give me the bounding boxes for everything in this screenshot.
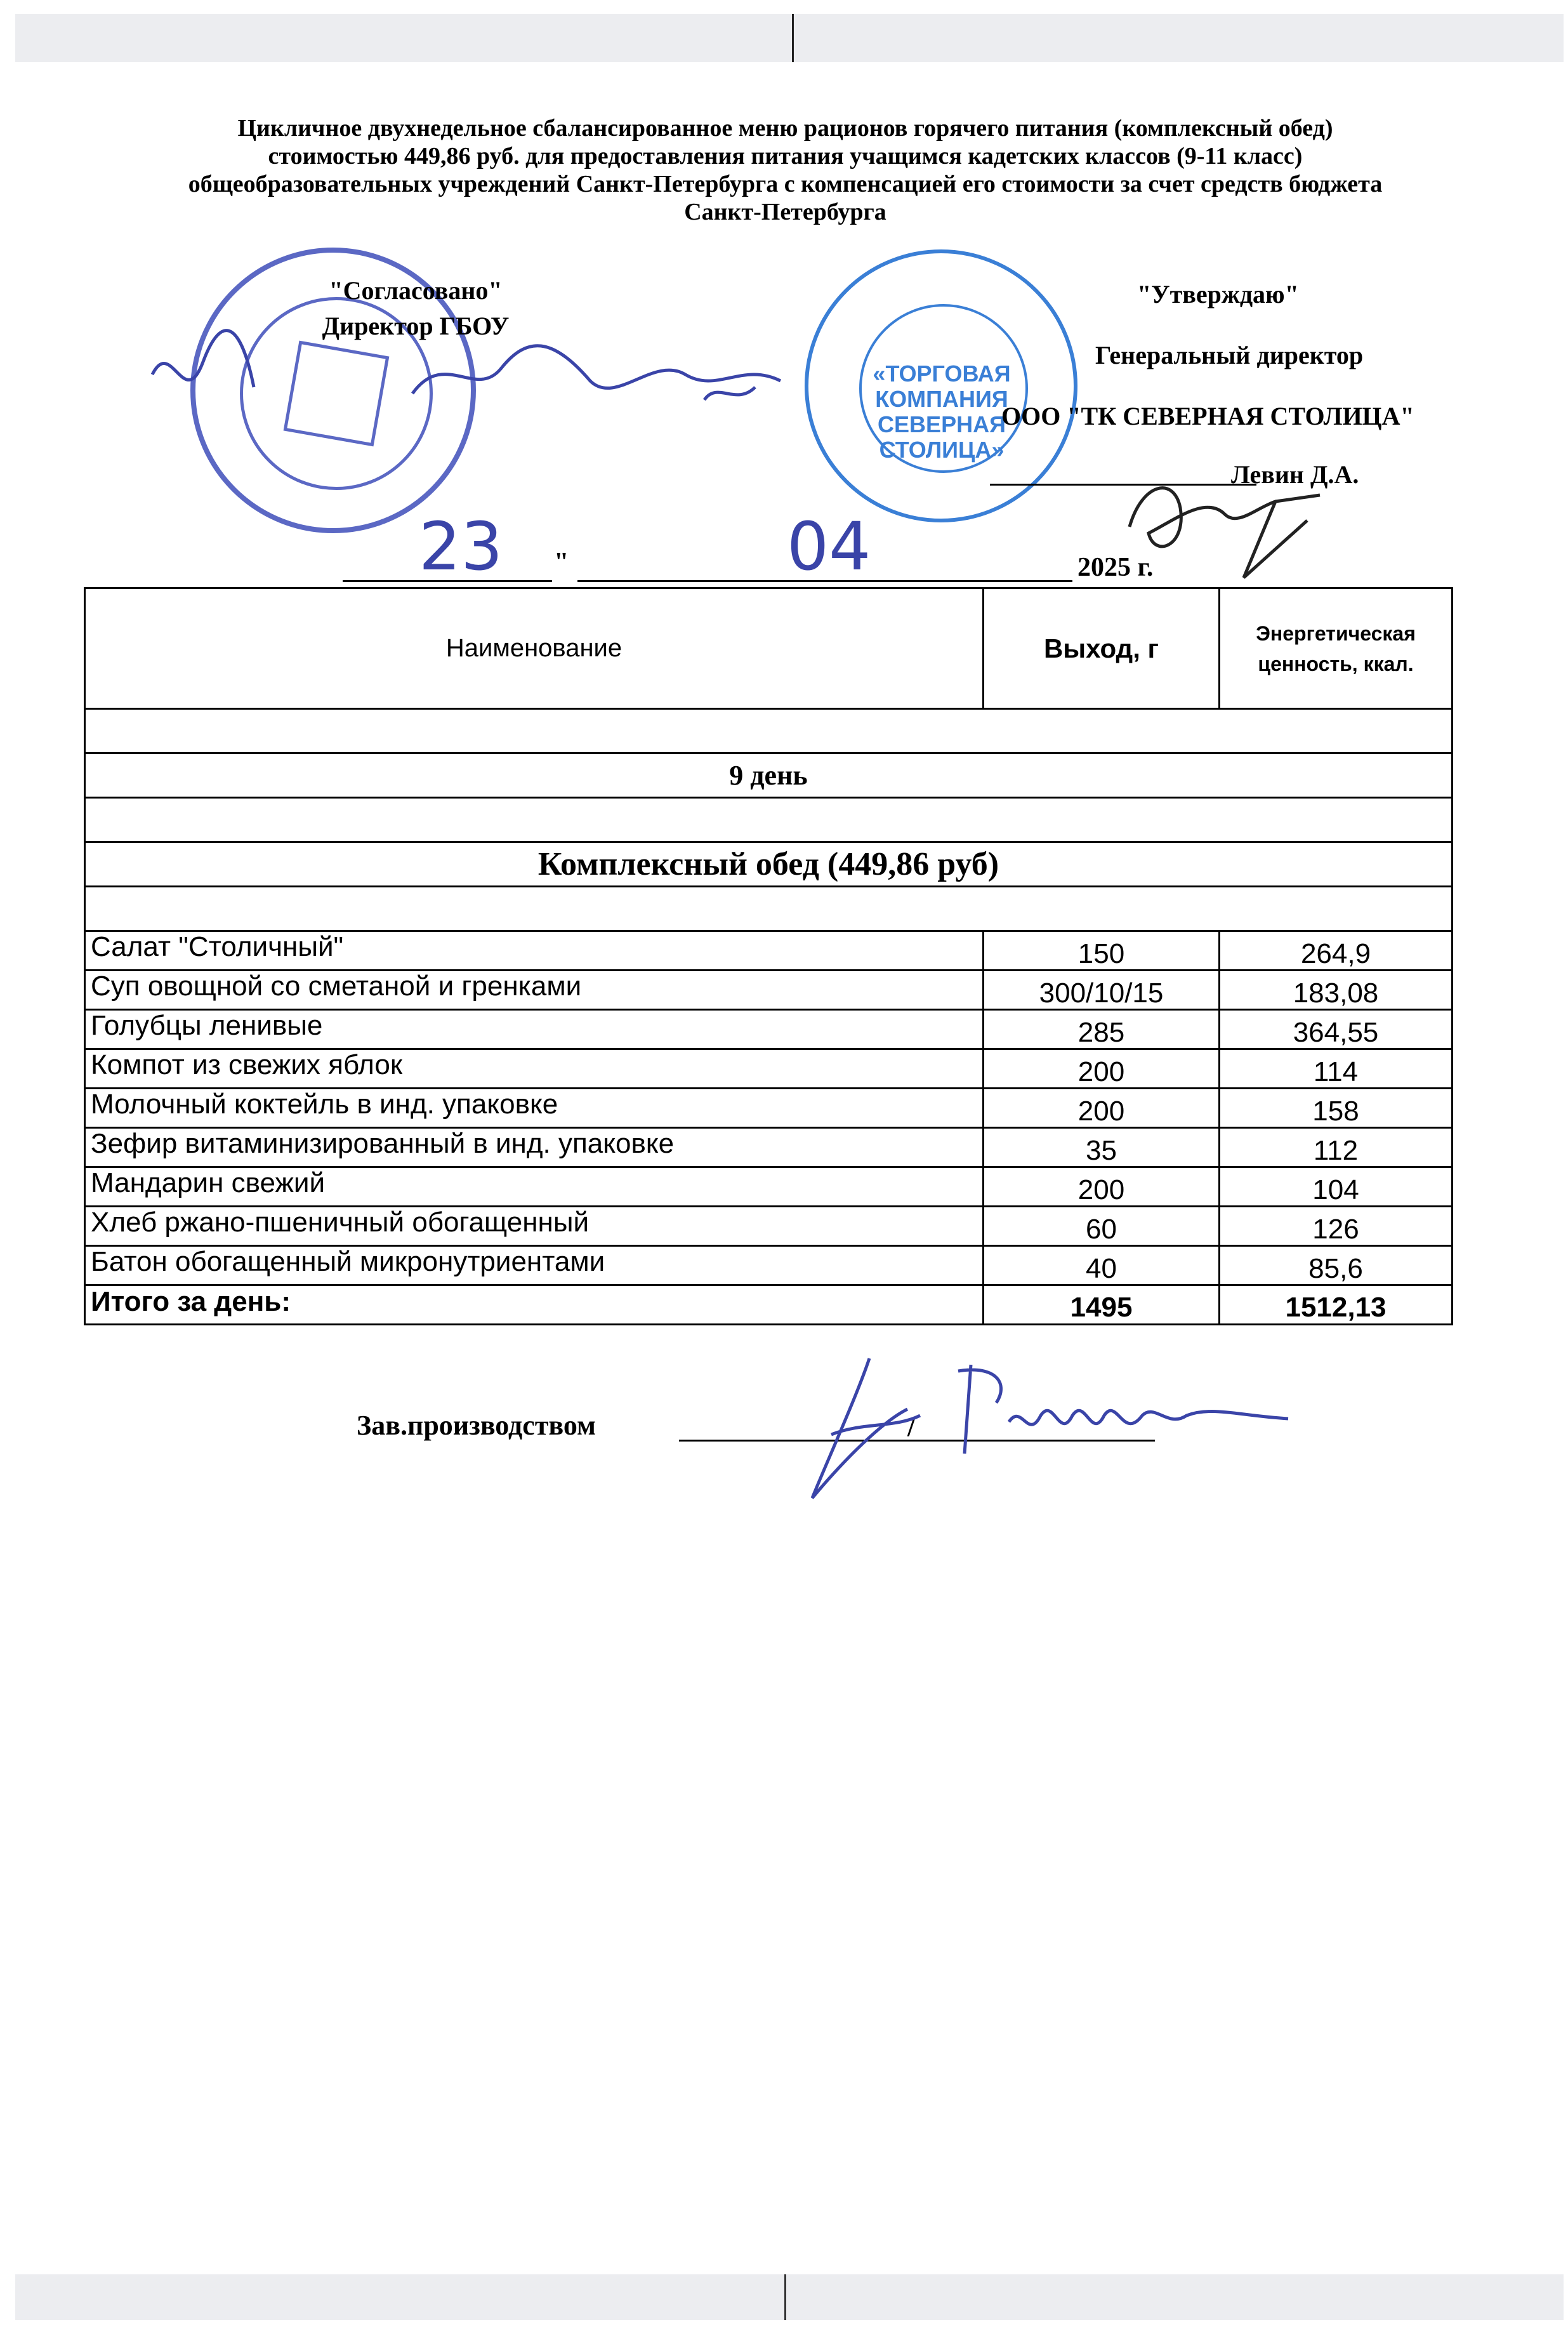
dish-name: Зефир витаминизированный в инд. упаковке: [85, 1128, 984, 1167]
producer-signature: [730, 1346, 1301, 1511]
producer-slash: /: [907, 1411, 916, 1442]
meal-label: Комплексный обед (449,86 руб): [85, 842, 1453, 887]
dish-output: 150: [984, 931, 1220, 971]
dish-energy: 183,08: [1220, 971, 1453, 1010]
handwritten-day: 23: [419, 508, 503, 585]
document-title: [76, 114, 1494, 226]
approval-date: [343, 508, 1231, 585]
dish-output: 60: [984, 1207, 1220, 1246]
header-energy: [1220, 588, 1453, 709]
date-day-underline: [343, 580, 552, 582]
date-quote: ": [554, 548, 569, 577]
dish-output: 300/10/15: [984, 971, 1220, 1010]
dish-output: 35: [984, 1128, 1220, 1167]
spacer-row: [85, 798, 1453, 842]
company-round-stamp: [805, 249, 1077, 522]
table-row: [85, 1089, 1453, 1128]
approval-left-position: Директор ГБОУ: [322, 312, 510, 340]
table-row: [85, 971, 1453, 1010]
date-year: 2025 г.: [1077, 553, 1154, 582]
dish-name: Молочный коктейль в инд. упаковке: [85, 1089, 984, 1128]
table-row: [85, 1128, 1453, 1167]
stamp-text-line: СТОЛИЦА»: [879, 437, 1005, 463]
menu-table: [84, 587, 1453, 1325]
dish-name: Голубцы ленивые: [85, 1010, 984, 1049]
dish-output: 200: [984, 1167, 1220, 1207]
total-energy: 1512,13: [1220, 1285, 1453, 1325]
spacer-row: [85, 709, 1453, 753]
dish-name: Компот из свежих яблок: [85, 1049, 984, 1089]
scan-fold-mark: [784, 2274, 786, 2320]
stamp-text-line: КОМПАНИЯ: [875, 386, 1008, 412]
scan-fold-mark: [792, 14, 794, 62]
title-line: общеобразовательных учреждений Санкт-Петербурга с компенсацией его стоимости за счет средств бюджета: [188, 171, 1383, 197]
dish-energy: 158: [1220, 1089, 1453, 1128]
meal-row: [85, 842, 1453, 887]
header-name: Наименование: [85, 588, 984, 709]
dish-output: 285: [984, 1010, 1220, 1049]
approval-right-heading: "Утверждаю": [1137, 280, 1299, 308]
dish-energy: 264,9: [1220, 931, 1453, 971]
table-row: [85, 1010, 1453, 1049]
approval-right-position: Генеральный директор: [1095, 341, 1364, 369]
dish-energy: 126: [1220, 1207, 1453, 1246]
total-label: Итого за день:: [85, 1285, 984, 1325]
table-header-row: [85, 588, 1453, 709]
dish-name: Батон обогащенный микронутриентами: [85, 1246, 984, 1285]
dish-energy: 85,6: [1220, 1246, 1453, 1285]
dish-output: 200: [984, 1049, 1220, 1089]
table-row: [85, 1207, 1453, 1246]
approval-left-heading: "Согласовано": [329, 276, 503, 305]
total-output: 1495: [984, 1285, 1220, 1325]
approval-right-company: ООО "ТК СЕВЕРНАЯ СТОЛИЦА": [1001, 402, 1414, 430]
table-row: [85, 1246, 1453, 1285]
dish-output: 40: [984, 1246, 1220, 1285]
total-row: [85, 1285, 1453, 1325]
title-line: Санкт-Петербурга: [684, 199, 886, 225]
dish-name: Мандарин свежий: [85, 1167, 984, 1207]
table-row: [85, 1049, 1453, 1089]
day-label: 9 день: [85, 753, 1453, 798]
dish-name: Салат "Столичный": [85, 931, 984, 971]
dish-energy: 114: [1220, 1049, 1453, 1089]
dish-energy: 104: [1220, 1167, 1453, 1207]
header-energy-line: Энергетическая: [1256, 621, 1416, 645]
dish-energy: 112: [1220, 1128, 1453, 1167]
dish-name: Суп овощной со сметаной и гренками: [85, 971, 984, 1010]
stamp-text-line: СЕВЕРНАЯ: [878, 411, 1006, 437]
approval-right-name: Левин Д.А.: [1231, 460, 1359, 489]
day-row: [85, 753, 1453, 798]
dish-name: Хлеб ржано-пшеничный обогащенный: [85, 1207, 984, 1246]
dish-output: 200: [984, 1089, 1220, 1128]
director-signature: [146, 298, 819, 438]
spacer-row: [85, 887, 1453, 931]
producer-label: Зав.производством: [357, 1410, 596, 1441]
header-output: Выход, г: [984, 588, 1220, 709]
scan-edge-top: [15, 14, 1564, 62]
title-line: Цикличное двухнедельное сбалансированное меню рационов горячего питания (комплексный обед): [237, 115, 1333, 142]
scan-edge-bottom: [15, 2274, 1564, 2320]
title-line: стоимостью 449,86 руб. для предоставления питания учащимся кадетских классов (9-11 класс): [268, 143, 1303, 169]
table-row: [85, 1167, 1453, 1207]
date-month-underline: [577, 580, 1072, 582]
handwritten-month: 04: [787, 508, 871, 585]
dish-energy: 364,55: [1220, 1010, 1453, 1049]
header-energy-line: ценность, ккал.: [1258, 652, 1414, 675]
stamp-text-line: «ТОРГОВАЯ: [873, 361, 1011, 387]
table-row: [85, 931, 1453, 971]
